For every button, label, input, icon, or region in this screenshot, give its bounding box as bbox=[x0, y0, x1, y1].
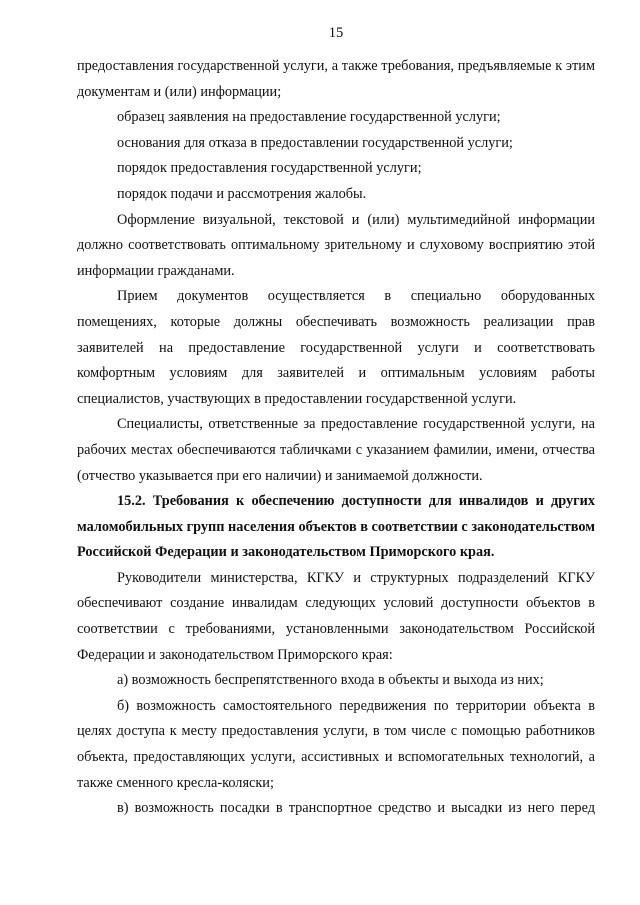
list-item-b: б) возможность самостоятельного передвижения по территории объекта в целях доступа к месту предоставления услуги, в том числе с помощью работников объекта, предоставляющих услуги, ассистивных и вспомогательных технологий, а также сменного кресла-коляски; bbox=[77, 697, 595, 791]
list-item-a: а) возможность беспрепятственного входа в объекты и выхода из них; bbox=[117, 672, 544, 689]
section-heading-15-2: 15.2. Требования к обеспечению доступности для инвалидов и других маломобильных групп населения объектов в соответствии с законодательством Российской Федерации и законодательством Приморского края. bbox=[77, 493, 595, 561]
page-number: 15 bbox=[328, 25, 344, 41]
paragraph-4: порядок предоставления государственной услуги; bbox=[117, 160, 422, 177]
paragraph-8: Специалисты, ответственные за предоставление государственной услуги, на рабочих местах обеспечиваются табличками с указанием фамилии, имени, отчества (отчество указывается при его наличии) и занимаемой должности. bbox=[77, 416, 595, 484]
paragraph-3: основания для отказа в предоставлении государственной услуги; bbox=[117, 134, 513, 151]
paragraph-5: порядок подачи и рассмотрения жалобы. bbox=[117, 185, 367, 202]
document-body bbox=[77, 54, 595, 822]
list-item-v: в) возможность посадки в транспортное средство и высадки из него перед bbox=[117, 800, 595, 817]
paragraph-10: Руководители министерства, КГКУ и структурных подразделений КГКУ обеспечивают создание инвалидам следующих условий доступности объектов в соответствии с требованиями, установленными законодательством Российской Федерации и законодательством Приморского края: bbox=[77, 569, 595, 663]
paragraph-2: образец заявления на предоставление государственной услуги; bbox=[117, 109, 501, 126]
paragraph-6: Оформление визуальной, текстовой и (или) мультимедийной информации должно соответствовать оптимальному зрительному и слуховому восприятию этой информации гражданами. bbox=[77, 211, 595, 279]
paragraph-7: Прием документов осуществляется в специально оборудованных помещениях, которые должны обеспечивать возможность реализации прав заявителей на предоставление государственной услуги и соответствовать комфортным условиям для заявителей и оптимальным условиям работы специалистов, участвующих в предоставлении государственной услуги. bbox=[77, 288, 595, 407]
paragraph-1: предоставления государственной услуги, а также требования, предъявляемые к этим документам и (или) информации; bbox=[77, 58, 595, 100]
